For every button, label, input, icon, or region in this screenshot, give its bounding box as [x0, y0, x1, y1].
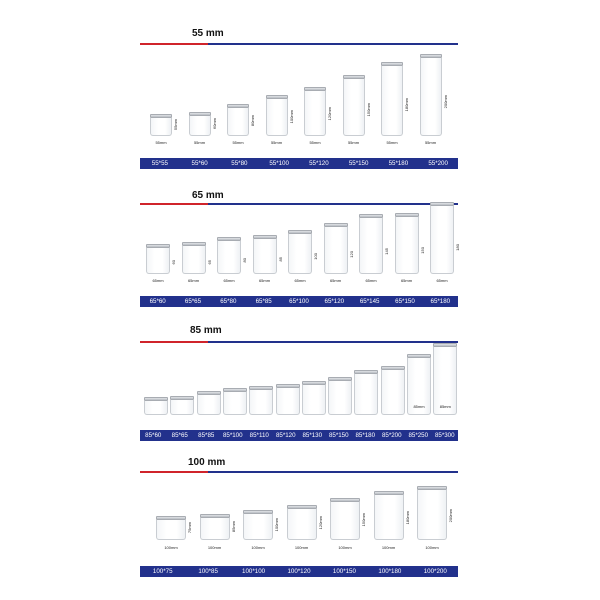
- section-title: 55 mm: [192, 28, 224, 39]
- jar-lid: [276, 384, 300, 388]
- jar-image: [354, 374, 378, 415]
- jar-image: [156, 520, 186, 540]
- size-label: 85*200: [381, 432, 402, 439]
- size-label: 100*120: [287, 568, 311, 575]
- height-dimension-label: 80mm: [250, 114, 255, 127]
- height-dimension-label: 200mm: [448, 509, 453, 523]
- jar-lid: [407, 354, 431, 358]
- size-label: 85*150: [328, 432, 349, 439]
- jar-lid: [324, 223, 348, 227]
- jar-lid: [304, 87, 326, 91]
- jar-image: [223, 392, 247, 415]
- jar-lid: [354, 370, 378, 374]
- jar-lid: [330, 498, 360, 502]
- size-label-bar: [140, 430, 458, 441]
- size-label: 65*145: [359, 298, 380, 305]
- width-dimension-label: 65mm: [294, 278, 306, 283]
- width-dimension-label: 55mm: [309, 140, 321, 145]
- size-label: 85*65: [171, 432, 188, 439]
- section-rule: [140, 341, 458, 343]
- height-dimension-label: 120mm: [327, 106, 332, 121]
- jar-row: [140, 210, 458, 284]
- size-label: 85*60: [145, 432, 162, 439]
- width-dimension-label: 100mm: [338, 545, 352, 550]
- section-rule: [140, 471, 458, 473]
- jar-lid: [381, 366, 405, 370]
- jar-lid: [359, 214, 383, 218]
- jar-image: [359, 218, 383, 274]
- jar-image: [146, 248, 170, 274]
- size-label: 65*180: [430, 298, 451, 305]
- height-dimension-label: 150mm: [365, 102, 371, 116]
- jar-row: [140, 350, 458, 425]
- jar-image: [217, 241, 241, 274]
- size-label: 55*150: [348, 160, 369, 167]
- height-dimension-label: 180: [455, 243, 460, 251]
- size-label: 55*180: [388, 160, 409, 167]
- jar-lid: [223, 388, 247, 392]
- jar-image: [197, 395, 221, 415]
- jar-image: [343, 79, 365, 136]
- size-label: 100*150: [332, 568, 356, 575]
- jar-image: [324, 227, 348, 274]
- jar-image: [182, 246, 206, 274]
- width-dimension-label: 55mm: [155, 140, 167, 145]
- width-dimension-label: 100mm: [381, 545, 396, 550]
- height-dimension-label: 80: [242, 258, 247, 263]
- width-dimension-label: 100mm: [425, 545, 439, 550]
- jar-lid: [144, 397, 168, 401]
- size-label: 100*75: [152, 568, 173, 575]
- jar-image: [374, 495, 404, 540]
- size-label: 55*100: [269, 160, 289, 167]
- jar-lid: [266, 95, 288, 99]
- width-dimension-label: 85mm: [439, 404, 451, 409]
- height-dimension-label: 100: [313, 253, 318, 260]
- width-dimension-label: 55mm: [386, 140, 398, 145]
- jar-lid: [381, 62, 403, 66]
- size-label: 55*55: [151, 160, 168, 167]
- section-rule: [140, 203, 458, 205]
- jar-image: [381, 66, 403, 136]
- height-dimension-label: 120: [348, 250, 354, 258]
- size-label: 85*110: [249, 432, 269, 439]
- size-label-bar: [140, 296, 458, 307]
- size-label: 85*250: [408, 432, 429, 439]
- jar-lid: [249, 386, 273, 390]
- section-title: 100 mm: [188, 457, 226, 468]
- jar-lid: [253, 235, 277, 239]
- rule-accent: [140, 203, 208, 205]
- width-dimension-label: 65mm: [223, 278, 235, 283]
- jar-lid: [182, 242, 206, 246]
- size-label: 55*120: [309, 160, 329, 167]
- width-dimension-label: 100mm: [294, 545, 309, 550]
- jar-lid: [302, 381, 326, 385]
- height-dimension-label: 100mm: [288, 109, 294, 124]
- size-label: 65*120: [324, 298, 345, 305]
- size-label: 85*100: [222, 432, 243, 439]
- jar-image: [200, 518, 230, 540]
- size-label: 100*85: [198, 568, 218, 575]
- height-dimension-label: 200mm: [442, 95, 448, 109]
- section-rule: [140, 43, 458, 45]
- rule-accent: [140, 43, 208, 45]
- jar-lid: [170, 396, 194, 400]
- width-dimension-label: 100mm: [207, 545, 222, 550]
- width-dimension-label: 55mm: [193, 140, 206, 145]
- jar-image: [417, 490, 447, 540]
- jar-row: [140, 60, 458, 146]
- size-label: 65*80: [220, 298, 237, 305]
- jar-lid: [243, 510, 273, 514]
- jar-lid: [217, 237, 241, 241]
- jar-image: [287, 509, 317, 540]
- jar-lid: [433, 343, 457, 347]
- size-label: 65*60: [149, 298, 166, 305]
- height-dimension-label: 85mm: [230, 521, 236, 533]
- jar-lid: [328, 377, 352, 381]
- width-dimension-label: 55mm: [347, 140, 360, 145]
- size-label-bar: [140, 158, 458, 169]
- size-label: 100*180: [378, 568, 402, 575]
- size-label: 100*200: [423, 568, 447, 575]
- rule-accent: [140, 471, 208, 473]
- size-label: 65*150: [395, 298, 415, 305]
- jar-image: [253, 239, 277, 274]
- jar-image: [266, 99, 288, 136]
- size-label: 85*300: [434, 432, 455, 439]
- size-label: 65*85: [255, 298, 272, 305]
- jar-image: [328, 381, 352, 415]
- jar-image: [276, 388, 300, 416]
- width-dimension-label: 65mm: [400, 278, 413, 283]
- jar-image: [249, 390, 273, 415]
- width-dimension-label: 65mm: [365, 278, 377, 283]
- jar-image: [420, 58, 442, 136]
- width-dimension-label: 55mm: [424, 140, 437, 145]
- jar-lid: [420, 54, 442, 58]
- width-dimension-label: 55mm: [232, 140, 244, 145]
- jar-image: [302, 385, 326, 415]
- jar-image: [189, 116, 211, 136]
- jar-image: [395, 217, 419, 275]
- height-dimension-label: 180mm: [404, 510, 410, 525]
- height-dimension-label: 120mm: [317, 515, 323, 530]
- width-dimension-label: 100mm: [251, 545, 265, 550]
- jar-lid: [200, 514, 230, 518]
- jar-lid: [417, 486, 447, 490]
- jar-lid: [156, 516, 186, 520]
- width-dimension-label: 65mm: [258, 278, 271, 283]
- size-label-bar: [140, 566, 458, 577]
- jar-lid: [430, 202, 454, 206]
- height-dimension-label: 150mm: [361, 513, 366, 527]
- width-dimension-label: 65mm: [152, 278, 164, 283]
- jar-image: [243, 514, 273, 540]
- height-dimension-label: 100mm: [274, 517, 279, 531]
- height-dimension-label: 55mm: [173, 118, 178, 130]
- jar-image: [227, 108, 249, 136]
- jar-lid: [395, 213, 419, 217]
- size-label: 65*65: [184, 298, 202, 305]
- jar-lid: [287, 505, 317, 509]
- jar-row: [140, 492, 458, 552]
- width-dimension-label: 65mm: [436, 278, 448, 283]
- jar-image: [430, 206, 454, 274]
- height-dimension-label: 65: [206, 259, 212, 265]
- jar-lid: [343, 75, 365, 79]
- jar-lid: [374, 491, 404, 495]
- jar-lid: [146, 244, 170, 248]
- size-label: 55*200: [428, 160, 448, 167]
- size-label: 55*60: [191, 160, 208, 167]
- width-dimension-label: 65mm: [329, 278, 342, 283]
- height-dimension-label: 85: [277, 257, 283, 262]
- jar-image: [170, 400, 194, 415]
- width-dimension-label: 100mm: [164, 545, 178, 550]
- rule-accent: [140, 341, 208, 343]
- jar-image: [144, 401, 168, 415]
- height-dimension-label: 60mm: [211, 117, 217, 129]
- section-title: 85 mm: [190, 325, 222, 336]
- height-dimension-label: 60: [171, 260, 176, 265]
- width-dimension-label: 65mm: [187, 278, 200, 283]
- size-label: 85*180: [355, 432, 376, 439]
- jar-lid: [288, 230, 312, 234]
- jar-image: [330, 502, 360, 540]
- height-dimension-label: 180mm: [404, 98, 409, 112]
- jar-image: [150, 118, 172, 136]
- height-dimension-label: 145: [384, 247, 389, 255]
- size-label: 65*100: [289, 298, 309, 305]
- jar-lid: [227, 104, 249, 108]
- jar-image: [304, 91, 326, 136]
- jar-lid: [189, 112, 211, 116]
- size-label: 85*130: [302, 432, 323, 439]
- height-dimension-label: 75mm: [187, 521, 192, 533]
- jar-lid: [197, 391, 221, 395]
- jar-image: [288, 234, 312, 274]
- height-dimension-label: 150: [419, 247, 425, 254]
- section-title: 65 mm: [192, 190, 224, 201]
- size-label: 55*80: [231, 160, 248, 167]
- size-label: 85*85: [198, 432, 215, 439]
- size-label: 85*120: [275, 432, 296, 439]
- jar-image: [381, 370, 405, 416]
- jar-lid: [150, 114, 172, 118]
- width-dimension-label: 85mm: [413, 404, 425, 409]
- width-dimension-label: 55mm: [270, 140, 283, 145]
- size-label: 100*100: [242, 568, 266, 575]
